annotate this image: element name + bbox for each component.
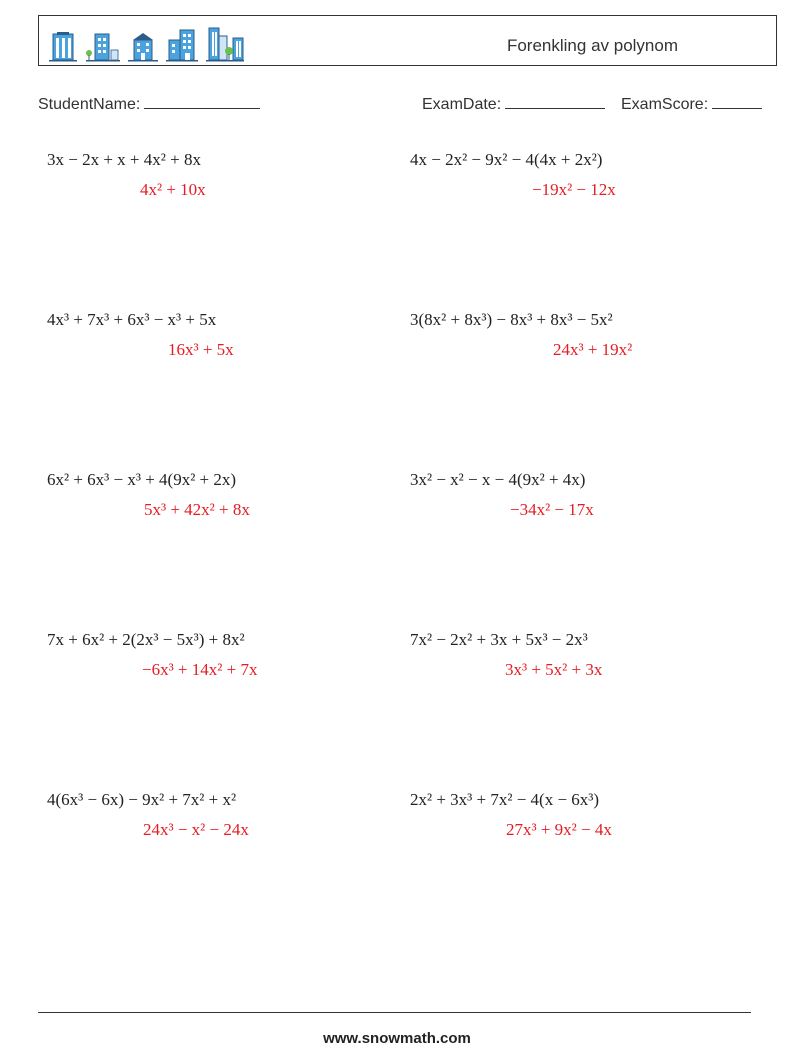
building-with-tree-icon [85, 30, 121, 62]
problem-question: 7x + 6x² + 2(2x³ − 5x³) + 8x² [47, 630, 245, 649]
problem-question: 7x² − 2x² + 3x + 5x³ − 2x³ [410, 630, 588, 649]
problem-question: 4x − 2x² − 9x² − 4(4x + 2x²) [410, 150, 603, 169]
problem-1 [47, 150, 206, 199]
problem-8 [410, 630, 603, 679]
problem-2 [410, 150, 616, 199]
problem-4 [410, 310, 633, 359]
student-info-row [38, 94, 771, 116]
footer-website: www.snowmath.com [323, 1030, 471, 1047]
problem-question: 3x² − x² − x − 4(9x² + 4x) [410, 470, 586, 489]
student-name-label: StudentName: [38, 96, 141, 113]
worksheet-title: Forenkling av polynom [506, 36, 678, 55]
problem-question: 4(6x³ − 6x) − 9x² + 7x² + x² [47, 790, 237, 809]
problem-10 [410, 790, 612, 839]
footer-divider [38, 1012, 751, 1013]
problem-question: 3(8x² + 8x³) − 8x³ + 8x³ − 5x² [410, 310, 613, 329]
problem-answer: −34x² − 17x [510, 500, 594, 519]
student-name-field[interactable] [38, 94, 260, 114]
problem-question: 3x − 2x + x + 4x² + 8x [47, 150, 201, 169]
office-tower-icon [47, 30, 79, 62]
problem-6 [410, 470, 594, 519]
problem-question: 6x² + 6x³ − x³ + 4(9x² + 2x) [47, 470, 237, 489]
problem-7 [47, 630, 258, 679]
problem-answer: 24x³ + 19x² [553, 340, 633, 359]
problem-answer: −6x³ + 14x² + 7x [142, 660, 258, 679]
problem-3 [47, 310, 234, 359]
problem-5 [47, 470, 250, 519]
problem-answer: 3x³ + 5x² + 3x [505, 660, 603, 679]
exam-score-label: ExamScore: [621, 96, 709, 113]
tall-building-icon [165, 28, 199, 62]
city-logo [47, 22, 245, 62]
problem-9 [47, 790, 249, 839]
skyscraper-with-tree-icon [205, 26, 245, 62]
problem-answer: −19x² − 12x [532, 180, 616, 199]
problem-question: 2x² + 3x³ + 7x² − 4(x − 6x³) [410, 790, 600, 809]
exam-score-field[interactable] [621, 94, 762, 114]
exam-date-label: ExamDate: [422, 96, 502, 113]
worksheet-header [38, 15, 777, 66]
problem-answer: 16x³ + 5x [168, 340, 234, 359]
problem-answer: 27x³ + 9x² − 4x [506, 820, 612, 839]
problem-answer: 24x³ − x² − 24x [143, 820, 249, 839]
problem-answer: 4x² + 10x [140, 180, 206, 199]
exam-date-blank[interactable] [505, 94, 605, 109]
problem-question: 4x³ + 7x³ + 6x³ − x³ + 5x [47, 310, 217, 329]
apartment-house-icon [127, 30, 159, 62]
exam-date-field[interactable] [422, 94, 605, 114]
student-name-blank[interactable] [144, 94, 260, 109]
problem-answer: 5x³ + 42x² + 8x [144, 500, 250, 519]
exam-score-blank[interactable] [712, 94, 762, 109]
